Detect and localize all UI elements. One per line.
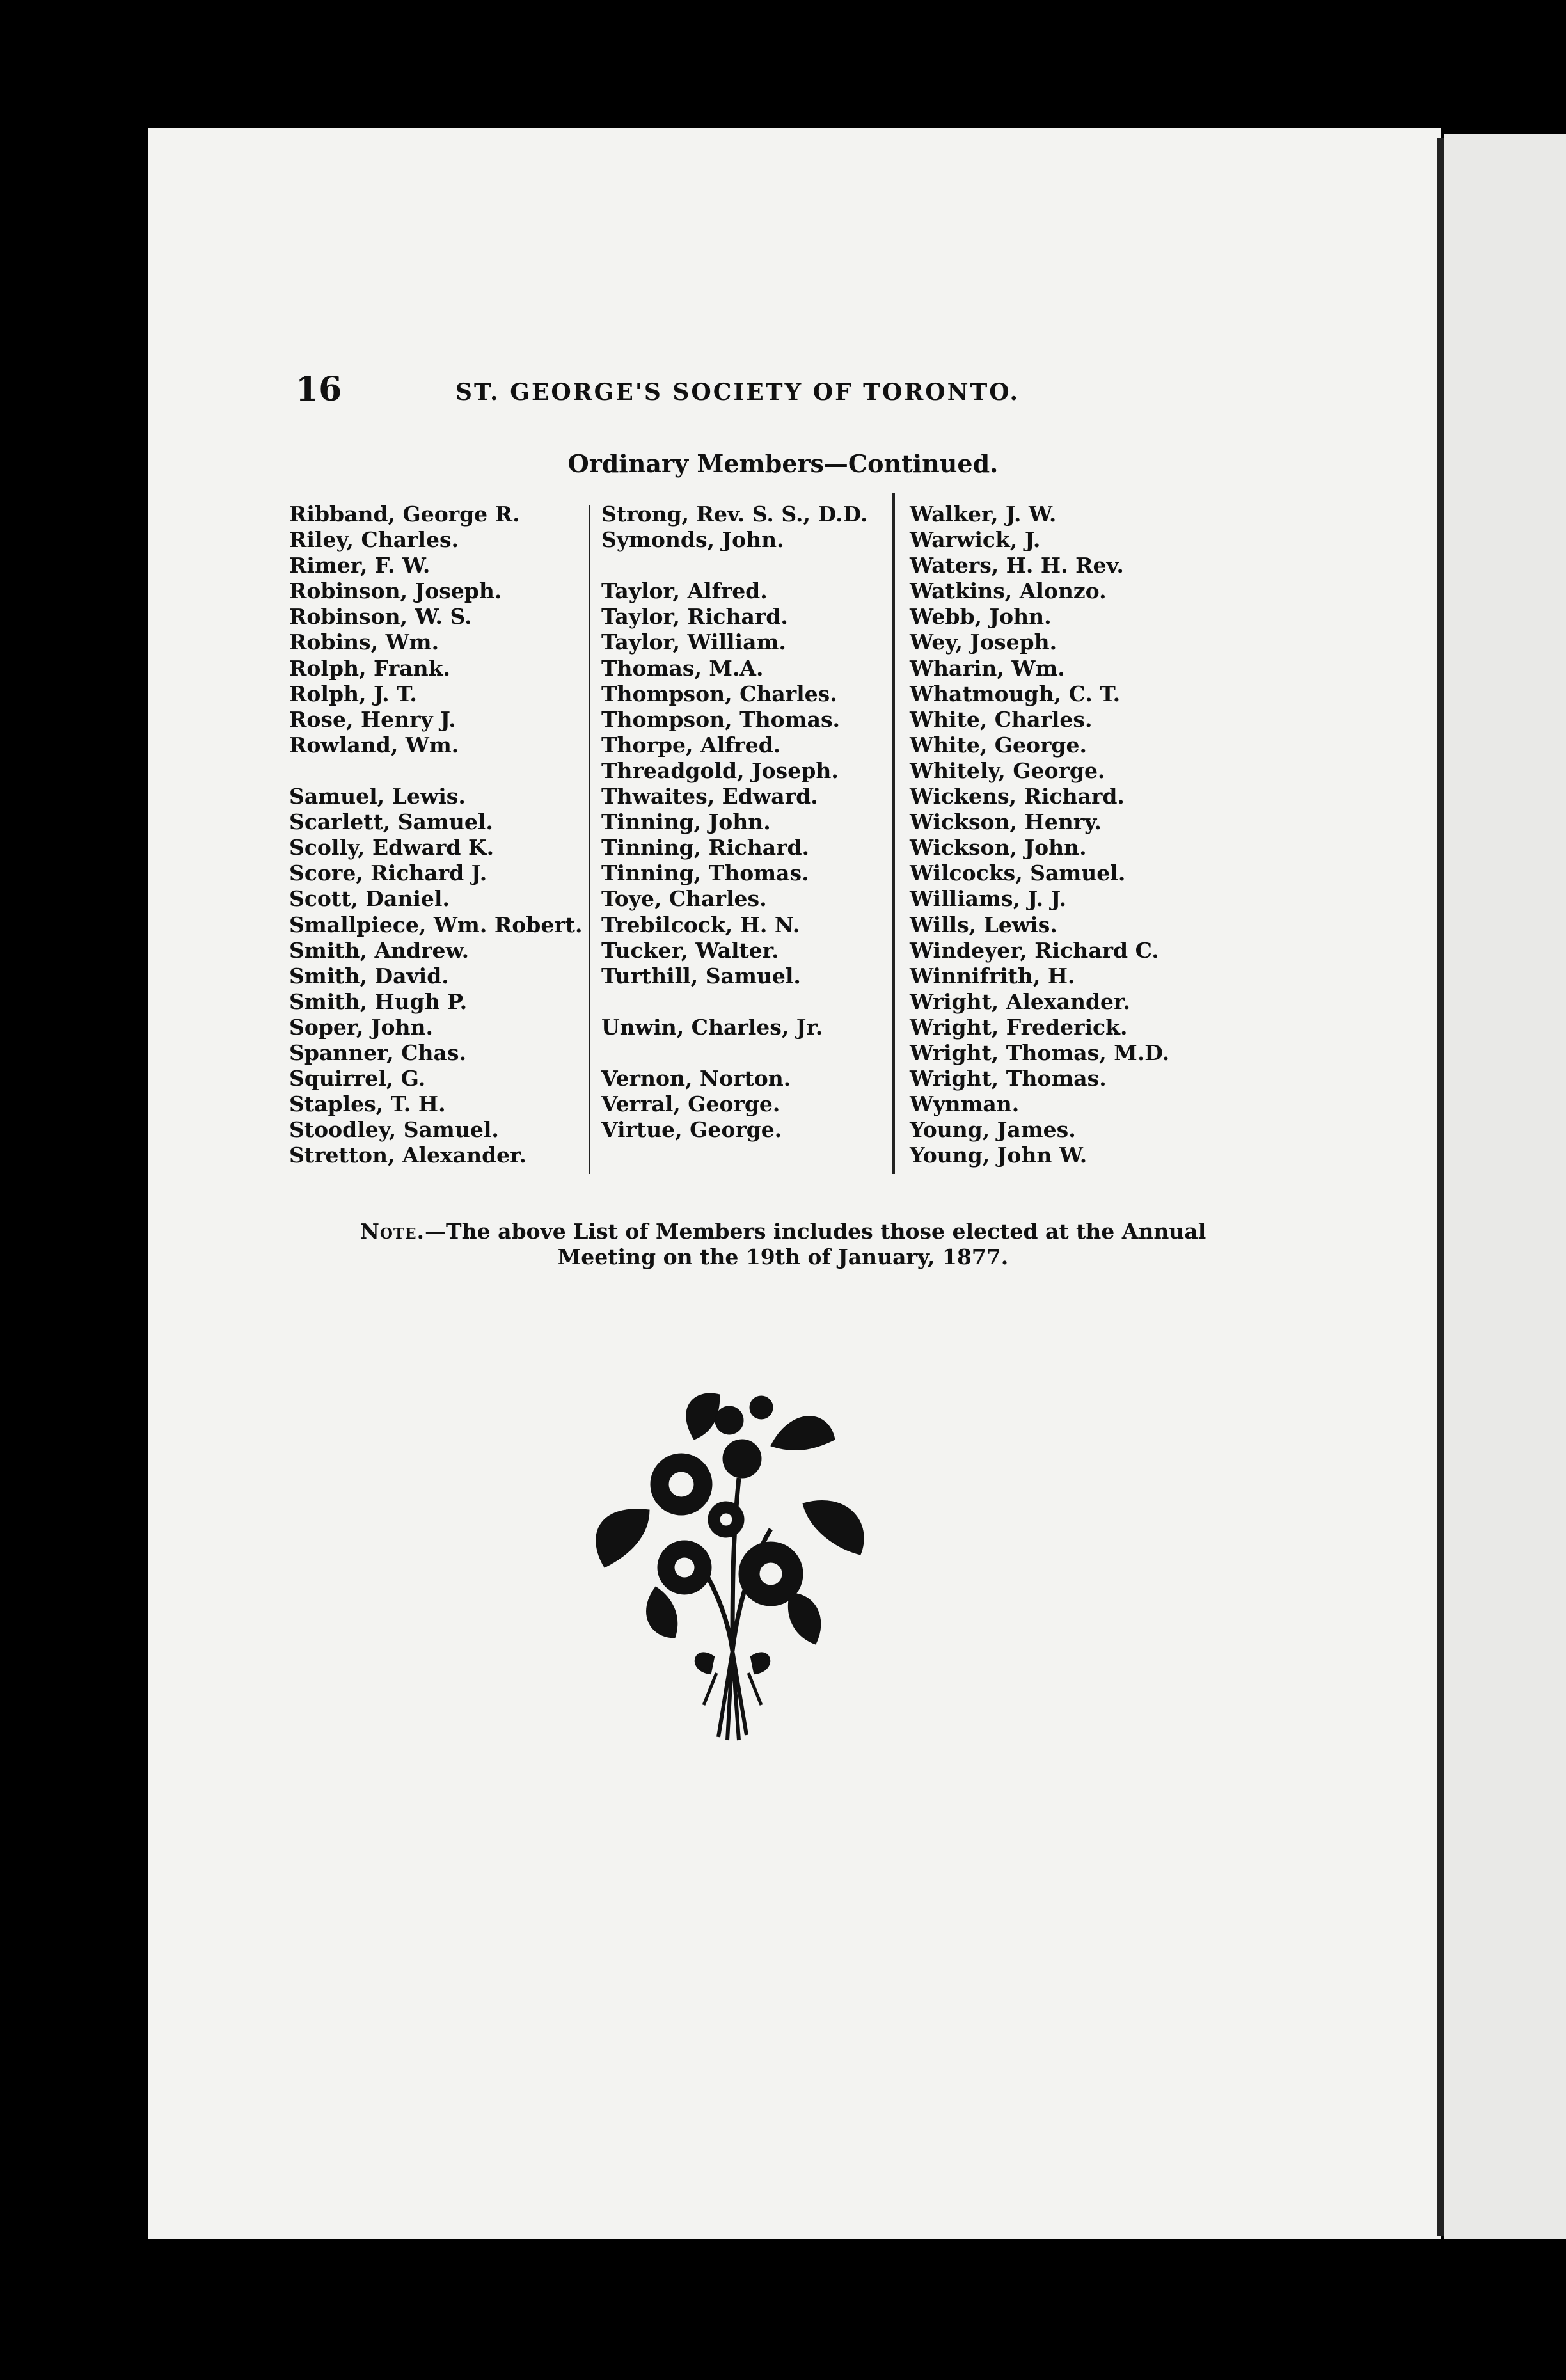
member-entry: Symonds, John. [601,527,784,553]
member-entry: Wilcocks, Samuel. [910,861,1126,886]
member-entry: Score, Richard J. [289,861,487,886]
page-header [296,370,1050,415]
document-page [148,128,1441,2239]
member-entry: Thomas, M.A. [601,655,764,681]
note-label: Note. [360,1219,425,1244]
member-entry: Unwin, Charles, Jr. [601,1014,823,1040]
member-entry: Windeyer, Richard C. [910,937,1159,963]
member-entry: Thorpe, Alfred. [601,732,781,758]
member-entry: Rolph, J. T. [289,681,417,706]
member-entry: Robinson, Joseph. [289,578,502,604]
member-entry [601,553,867,578]
member-entry: Soper, John. [289,1014,433,1040]
member-column-2 [601,502,867,1143]
member-column-3 [910,502,1169,1168]
member-entry: Ribband, George R. [289,502,520,527]
member-entry: Wright, Thomas. [910,1066,1107,1091]
member-entry: Toye, Charles. [601,886,767,912]
member-entry: Warwick, J. [910,527,1041,553]
member-entry: Taylor, William. [601,630,786,655]
member-entry: Vernon, Norton. [601,1066,791,1091]
member-entry: Stretton, Alexander. [289,1143,527,1168]
member-entry: Wickens, Richard. [910,784,1125,809]
member-entry: Thwaites, Edward. [601,784,818,809]
member-entry: Scott, Daniel. [289,886,450,912]
section-title: Ordinary Members—Continued. [567,449,999,478]
footnote-line-2: Meeting on the 19th of January, 1877. [557,1244,1009,1269]
member-entry [289,758,582,784]
member-entry: Wharin, Wm. [910,655,1065,681]
member-entry [601,1040,867,1066]
member-entry: Smallpiece, Wm. Robert. [289,912,583,937]
member-column-1 [289,502,582,1168]
page-number: 16 [296,370,342,409]
member-entry: Stoodley, Samuel. [289,1117,499,1143]
member-entry: Threadgold, Joseph. [601,758,839,783]
member-entry: Scolly, Edward K. [289,835,494,861]
member-entry: Smith, Hugh P. [289,988,468,1014]
member-entry: Strong, Rev. S. S., D.D. [601,502,868,527]
member-entry: Rose, Henry J. [289,706,456,732]
member-entry: Scarlett, Samuel. [289,809,493,835]
member-entry: Tinning, John. [601,809,771,835]
member-entry: Robinson, W. S. [289,604,472,630]
column-divider [892,493,895,1174]
member-entry: White, Charles. [910,706,1093,732]
column-divider [589,505,590,1174]
member-entry: Rowland, Wm. [289,732,459,758]
member-entry: Virtue, George. [601,1117,782,1143]
footnote-line-1 [0,1219,1566,1244]
member-entry: Rimer, F. W. [289,553,431,578]
member-entry: Samuel, Lewis. [289,784,466,809]
member-entry: Thompson, Thomas. [601,706,841,732]
member-entry: Winnifrith, H. [910,963,1075,988]
member-entry: Squirrel, G. [289,1066,426,1091]
member-entry: Smith, Andrew. [289,937,470,963]
member-entry: Wickson, Henry. [910,809,1102,835]
note-text: —The above List of Members includes those elected at the Annual [425,1219,1206,1244]
member-entry: Verral, George. [601,1091,780,1117]
member-entry: Thompson, Charles. [601,681,837,706]
member-entry: Wright, Thomas, M.D. [910,1040,1170,1065]
member-entry: Webb, John. [910,604,1052,630]
member-entry: Rolph, Frank. [289,655,450,681]
member-entry: Riley, Charles. [289,527,459,553]
member-entry: Taylor, Richard. [601,604,788,630]
member-entry: Williams, J. J. [910,886,1067,912]
member-entry: Trebilcock, H. N. [601,912,800,937]
member-entry: Young, James. [910,1117,1076,1143]
member-entry: Wickson, John. [910,835,1087,861]
member-entry: Whatmough, C. T. [910,681,1121,706]
member-entry: Walker, J. W. [910,502,1057,527]
member-entry: Wynman. [910,1091,1020,1117]
member-entry: Tinning, Richard. [601,835,810,861]
member-entry: Taylor, Alfred. [601,578,768,604]
member-entry: Watkins, Alonzo. [910,578,1107,604]
member-entry: Turthill, Samuel. [601,963,801,988]
member-entry: Spanner, Chas. [289,1040,466,1065]
member-entry: Wills, Lewis. [910,912,1057,937]
member-entry: Wright, Frederick. [910,1014,1128,1040]
footnote [0,1219,1566,1270]
running-title: ST. GEORGE'S SOCIETY OF TORONTO. [455,379,1020,406]
member-entry: Staples, T. H. [289,1091,446,1117]
flower-bouquet-icon [579,1382,886,1753]
member-entry: Wright, Alexander. [910,988,1130,1014]
member-entry: Robins, Wm. [289,630,439,655]
member-entry: Young, John W. [910,1143,1088,1168]
member-entry: Whitely, George. [910,758,1105,783]
member-entry: Tinning, Thomas. [601,861,809,886]
member-entry: White, George. [910,732,1087,758]
member-entry [601,989,867,1015]
member-entry: Wey, Joseph. [910,630,1057,655]
member-entry: Tucker, Walter. [601,937,779,963]
member-entry: Waters, H. H. Rev. [910,553,1124,578]
member-entry: Smith, David. [289,963,449,988]
